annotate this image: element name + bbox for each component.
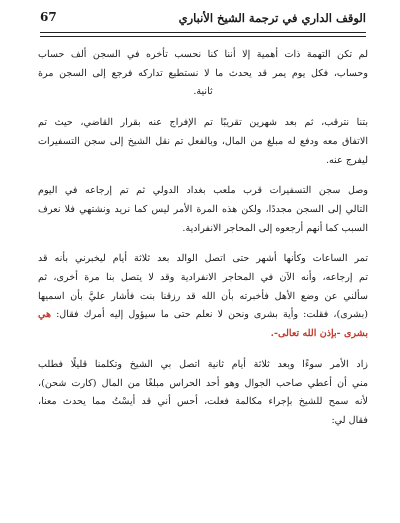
page-number: 67 <box>40 10 57 24</box>
text-line: فقال لي: <box>331 414 368 426</box>
text-line: لأنه سمح للشيخ بإجراء مكالمة فعلت، أحس أني قد أيسْتُ مما يحدث معنا، <box>38 396 368 408</box>
text-line: لم تكن التهمة ذات أهمية إلا أننا كنا نحسب تأخره في السجن ألف حساب <box>38 49 368 60</box>
paragraph-3 <box>38 182 368 238</box>
header-divider <box>40 32 366 37</box>
text-line: وصل سجن التسفيرات قرب ملعب بغداد الدولي ثم تم إرجاعه في اليوم <box>38 185 368 197</box>
text-line: سألني عن وضع الأهل فأخبرته بأن الله قد رزقنا بنت فأشار عليَّ بأن اسميها <box>38 290 368 302</box>
highlighted-word: هي <box>38 309 52 321</box>
text-line: بتنا نترقب، ثم بعد شهرين تقريبًا تم الإفراج عنه بقرار القاضي، حيث تم <box>38 117 368 129</box>
paragraph-5 <box>38 356 368 431</box>
text-line: السبب كما أنهم أرجعوه إلى المحاجر الانفرادية. <box>182 222 368 234</box>
text-line <box>38 306 368 325</box>
highlighted-line: بشرى -بإذن الله تعالى-. <box>270 328 368 340</box>
text-line: وحساب، فكل يوم يمر قد يحدث ما لا نستطيع تداركه فرجع إلى السجن مرة <box>38 67 368 79</box>
page-header <box>40 2 366 32</box>
text-line-content: (بشرى)، فقلت: وأية بشرى ونحن لا نعلم حتى ما سيؤول إليه أمرك فقال: <box>56 309 368 321</box>
text-line: الاتفاق معه ودفع له مبلغ من المال، وبالفعل تم نقل الشيخ إلى سجن التسفيرات <box>38 135 368 147</box>
text-line: مني أن أعطي صاحب الجوال وهو أحد الحراس مبلغًا من المال (كارت شحن)، <box>38 377 368 389</box>
running-title: الوقف الداري في ترجمة الشيخ الأنباري <box>178 11 366 25</box>
paragraph-4 <box>38 250 368 344</box>
text-line: تم إرجاعه، وأنه الآن في المحاجر الانفرادية وقد لا يتصل بنا مرة أخرى، ثم <box>38 272 368 284</box>
text-line: ليفرج عنه. <box>325 154 368 166</box>
paragraph-1 <box>38 46 368 102</box>
text-line: ثانية. <box>193 86 213 98</box>
page-body <box>38 46 368 431</box>
text-line: زاد الأمر سوءًا وبعد ثلاثة أيام ثانية اتصل بي الشيخ وتكلمنا قليلًا فطلب <box>38 358 368 370</box>
text-line: تمر الساعات وكأنها أشهر حتى اتصل الوالد بعد ثلاثة أيام ليخبرني بأنه قد <box>38 253 368 265</box>
text-line: التالي إلى السجن مجددًا، ولكن هذه المرة الأمر ليس كما نريد ونشتهي فلا نعرف <box>38 203 368 215</box>
paragraph-2 <box>38 114 368 170</box>
